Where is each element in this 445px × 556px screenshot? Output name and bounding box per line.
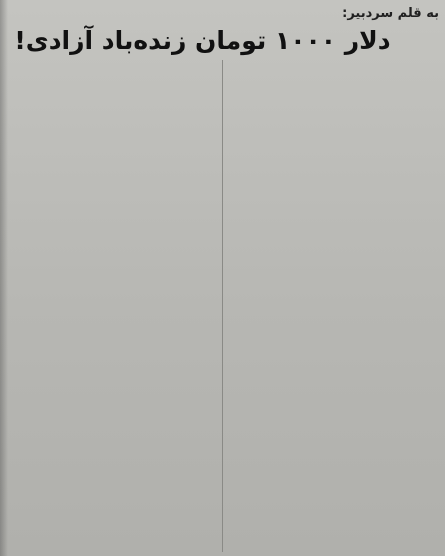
article-headline: دلار ۱۰۰۰ تومان زنده‌باد آزادی! xyxy=(14,26,391,55)
headline-row xyxy=(6,23,399,59)
article-body-columns xyxy=(6,60,439,552)
article-column-left xyxy=(6,60,222,552)
editor-byline-kicker: به قلم سردبیر: xyxy=(342,6,439,21)
article-column-left-text xyxy=(10,60,218,552)
article-column-right xyxy=(222,60,439,552)
kicker-row xyxy=(6,5,439,23)
article-column-right-text xyxy=(227,60,435,552)
